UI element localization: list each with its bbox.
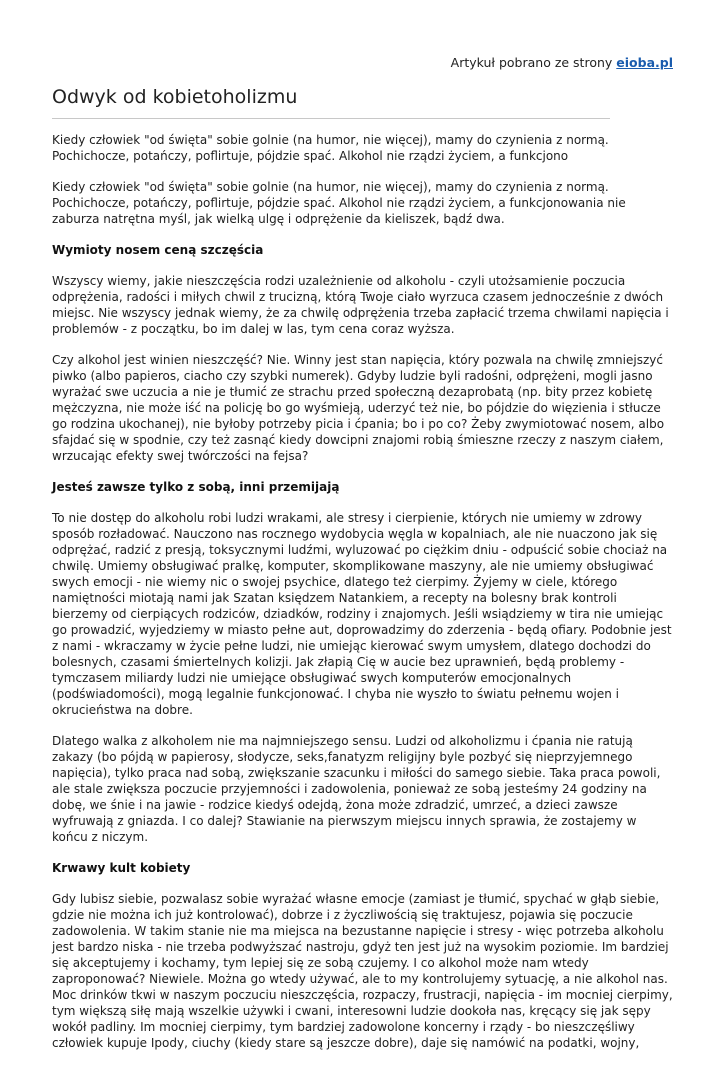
section-heading-1: Wymioty nosem ceną szczęścia	[52, 243, 264, 257]
section-heading-2: Jesteś zawsze tylko z sobą, inni przemijają	[52, 480, 340, 494]
section-heading-3: Krwawy kult kobiety	[52, 861, 191, 875]
section-2-paragraph-2: Dlatego walka z alkoholem nie ma najmniejszego sensu. Ludzi od alkoholizmu i ćpania nie ratują zakazy (bo pójdą w papierosy, słodycze, seks,fanatyzm religijny byle pozbyć się nieprzyjemnego napięcia), tylko praca nad sobą, zwiększanie szacunku i miłości do samego siebie. Taka praca powoli, ale stale zwiększa poczucie przyjemności i zadowolenia, ponieważ ze sobą jesteśmy 24 godziny na dobę, we śnie i na jawie - rodzice kiedyś odejdą, żona może zdradzić, umrzeć, a dzieci zawsze wyfruwają z gniazda. I co dalej? Stawianie na pierwszym miejscu innych sprawia, że zostajemy w końcu z niczym.	[52, 734, 661, 844]
intro-paragraph-2: Kiedy człowiek "od święta" sobie golnie (na humor, nie więcej), mamy do czynienia z normą. Pochichocze, potańczy, poflirtuje, pójdzie spać. Alkohol nie rządzi życiem, a funkcjonowania nie zaburza natrętna myśl, jak wielką ulgę i odprężenie da kieliszek, bądź dwa.	[52, 180, 626, 226]
article-title: Odwyk od kobietoholizmu	[52, 86, 298, 108]
article-body	[52, 132, 674, 1066]
section-1-paragraph-1: Wszyscy wiemy, jakie nieszczęścia rodzi uzależnienie od alkoholu - czyli utożsamienie poczucia odprężenia, radości i miłych chwil z trucizną, którą Twoje ciało wyrzuca czasem jednocześnie z dwóch miejsc. Nie wszyscy jednak wiemy, że za chwilę odprężenia trzeba zapłacić trzema chwilami napięcia i problemów - z początku, bo im dalej w las, tym cena coraz wyższa.	[52, 274, 669, 336]
intro-paragraph-1: Kiedy człowiek "od święta" sobie golnie (na humor, nie więcej), mamy do czynienia z normą. Pochichocze, potańczy, poflirtuje, pójdzie spać. Alkohol nie rządzi życiem, a funkcjono	[52, 133, 609, 163]
source-link[interactable]: eioba.pl	[616, 55, 673, 70]
source-attribution	[451, 55, 673, 70]
title-divider	[52, 118, 610, 119]
section-1-paragraph-2: Czy alkohol jest winien nieszczęść? Nie. Winny jest stan napięcia, który pozwala na chwilę zmniejszyć piwko (albo papieros, ciacho czy szybki numerek). Gdyby ludzie byli radośni, odprężeni, mogli jasno wyrażać swe uczucia a nie je tłumić ze strachu przed społeczną dezaprobatą (np. bity przez kobietę mężczyzna, nie może iść na policję bo go wyśmieją, uderzyć też nie, bo pójdzie do więzienia i stłucze go rodzina ukochanej), nie byłoby potrzeby picia i ćpania; bo i po co? Żeby zwymiotować nosem, albo sfajdać się w spodnie, czy też zasnąć kiedy dowcipni znajomi robią śmieszne rzeczy z naszym ciałem, wrzucając efekty swej twórczości na fejsa?	[52, 353, 665, 463]
section-2-paragraph-1: To nie dostęp do alkoholu robi ludzi wrakami, ale stresy i cierpienie, których nie umiemy w zdrowy sposób rozładować. Nauczono nas rocznego wydobycia węgla w kopalniach, ale nie nuaczono jak się odprężać, radzić z presją, toksycznymi ludźmi, wyluzować po ciężkim dniu - odpuścić sobie chociaż na chwilę. Umiemy obsługiwać pralkę, komputer, skomplikowane maszyny, ale nie umiemy obsługiwać swych emocji - nie wiemy nic o swojej psychice, dlatego też cierpimy. Żyjemy w ciele, którego namiętności miotają nami jak Szatan księdzem Natankiem, a recepty na bolesny brak kontroli bierzemy od cierpiących rodziców, dziadków, rodziny i znajomych. Jeśli wsiądziemy w tira nie umiejąc go prowadzić, wyjedziemy w miasto pełne aut, doprowadzimy do zderzenia - będą ofiary. Podobnie jest z nami - wkraczamy w życie pełne ludzi, nie umiejąc kierować swym umysłem, dlatego dochodzi do bolesnych, czasami śmiertelnych kolizji. Jak złapią Cię w aucie bez uprawnień, będą problemy - tymczasem miliardy ludzi nie umiejące obsługiwać swych komputerów emocjonalnych (podświadomości), mogą legalnie funkcjonować. I chyba nie wyszło to światu pełnemu wojen i okrucieństwa na dobre.	[52, 511, 672, 717]
section-3-paragraph-1: Gdy lubisz siebie, pozwalasz sobie wyrażać własne emocje (zamiast je tłumić, spychać w głąb siebie, gdzie nie można ich już kontrolować), dobrze i z życzliwością się traktujesz, pojawia się poczucie zadowolenia. W takim stanie nie ma miejsca na bezustanne napięcie i stresy - więc potrzeba alkoholu jest bardzo niska - nie trzeba podwyższać nastroju, gdyż ten jest już na wysokim poziomie. Im bardziej się akceptujemy i kochamy, tym lepiej się ze sobą czujemy. I co alkohol może nam wtedy zaproponować? Niewiele. Można go wtedy używać, ale to my kontrolujemy sytuację, a nie alkohol nas. Moc drinków tkwi w naszym poczuciu nieszczęścia, rozpaczy, frustracji, napięcia - im mocniej cierpimy, tym większą siłę mają wszelkie używki i cwani, interesowni ludzie dookoła nas, kręcący się jak sępy wokół padliny. Im mocniej cierpimy, tym bardziej zadowolone koncerny i rządy - bo nieszczęśliwy człowiek kupuje Ipody, ciuchy (kiedy stare są jeszcze dobre), daje się namówić na podatki, wojny,	[52, 892, 673, 1050]
source-prefix: Artykuł pobrano ze strony	[450, 55, 613, 70]
